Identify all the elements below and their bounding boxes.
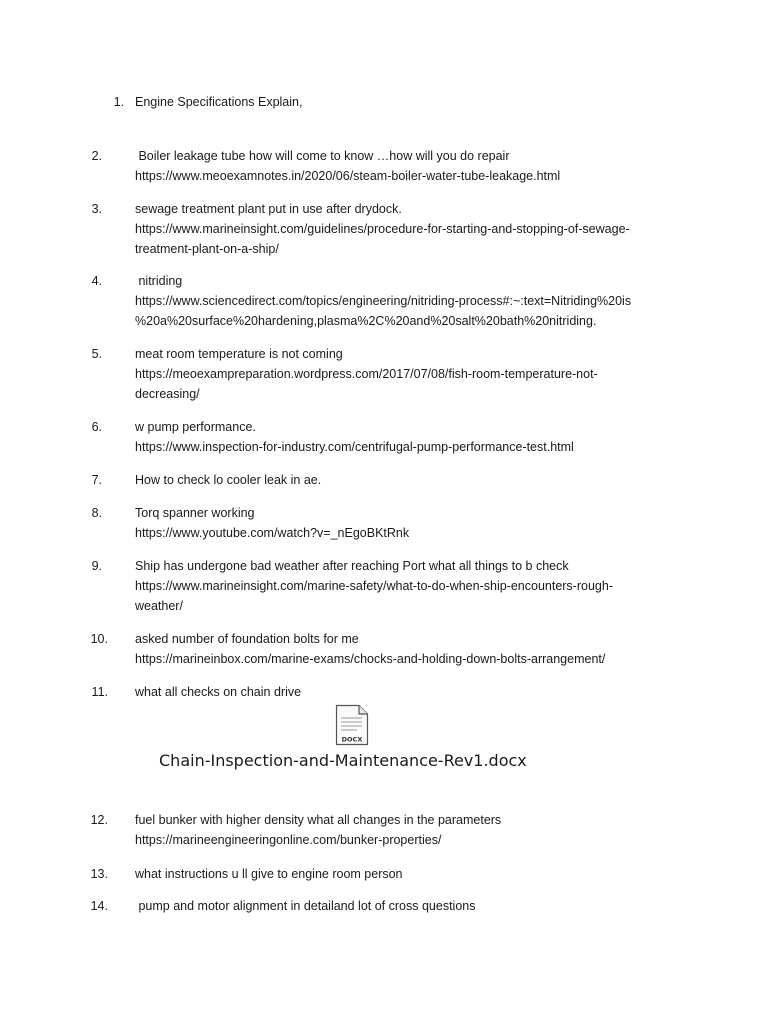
item-text-line: pump and motor alignment in detailand lot of cross questions <box>135 899 476 913</box>
list-item-number: 10. <box>90 632 108 646</box>
item-link-line[interactable]: https://www.marineinsight.com/guidelines/procedure-for-starting-and-stopping-of-sewage- <box>135 222 630 236</box>
item-text-line: How to check lo cooler leak in ae. <box>135 473 322 487</box>
list-item-text <box>135 556 613 616</box>
list-item-text <box>135 146 560 186</box>
item-text-line: what instructions u ll give to engine room person <box>135 867 403 881</box>
list-item-number: 12. <box>90 813 108 827</box>
item-link-line[interactable]: weather/ <box>135 599 183 613</box>
list-item-text <box>135 92 302 112</box>
item-link-line[interactable]: decreasing/ <box>135 387 200 401</box>
list-item-text <box>135 417 574 457</box>
item-text-line: Torq spanner working <box>135 506 255 520</box>
item-text-line: w pump performance. <box>135 420 256 434</box>
docx-file-icon[interactable] <box>335 704 369 746</box>
item-text-line: sewage treatment plant put in use after drydock. <box>135 202 402 216</box>
item-text-line: nitriding <box>135 274 183 288</box>
list-item-number: 14. <box>90 899 108 913</box>
list-item-number: 8. <box>91 506 102 520</box>
item-link-line[interactable]: https://www.inspection-for-industry.com/centrifugal-pump-performance-test.html <box>135 440 574 454</box>
list-item-text <box>135 896 475 916</box>
list-item-text <box>135 629 605 669</box>
list-item-number: 2. <box>91 149 102 163</box>
docx-attachment[interactable] <box>159 704 559 774</box>
list-item-text <box>135 864 403 884</box>
list-item-text <box>135 271 631 331</box>
item-text-line: Engine Specifications Explain, <box>135 95 303 109</box>
item-text-line: asked number of foundation bolts for me <box>135 632 359 646</box>
list-item-number: 3. <box>91 202 102 216</box>
item-text-line: meat room temperature is not coming <box>135 347 343 361</box>
list-item-text <box>135 199 630 259</box>
list-item-text <box>135 682 301 702</box>
item-text-line: what all checks on chain drive <box>135 685 302 699</box>
item-link-line[interactable]: https://www.sciencedirect.com/topics/engineering/nitriding-process#:~:text=Nitriding%20is <box>135 294 632 308</box>
item-text-line: fuel bunker with higher density what all changes in the parameters <box>135 813 502 827</box>
item-link-line[interactable]: https://marineinbox.com/marine-exams/chocks-and-holding-down-bolts-arrangement/ <box>135 652 606 666</box>
item-text-line: Ship has undergone bad weather after reaching Port what all things to b check <box>135 559 569 573</box>
item-link-line[interactable]: https://www.meoexamnotes.in/2020/06/steam-boiler-water-tube-leakage.html <box>135 169 561 183</box>
item-link-line[interactable]: https://meoexampreparation.wordpress.com/2017/07/08/fish-room-temperature-not- <box>135 367 598 381</box>
list-item-number: 4. <box>91 274 102 288</box>
item-link-line[interactable]: treatment-plant-on-a-ship/ <box>135 242 279 256</box>
item-link-line[interactable]: https://marineengineeringonline.com/bunker-properties/ <box>135 833 442 847</box>
list-item-number: 1. <box>113 95 124 109</box>
list-item-text <box>135 470 321 490</box>
list-item-number: 13. <box>90 867 108 881</box>
list-item-number: 5. <box>91 347 102 361</box>
item-link-line[interactable]: https://www.youtube.com/watch?v=_nEgoBKtRnk <box>135 526 410 540</box>
list-item-number: 9. <box>91 559 102 573</box>
list-item-text <box>135 503 409 543</box>
list-item-number: 6. <box>91 420 102 434</box>
list-item-number: 7. <box>91 473 102 487</box>
attachment-filename[interactable]: Chain-Inspection-and-Maintenance-Rev1.docx <box>159 751 527 770</box>
item-link-line[interactable]: %20a%20surface%20hardening,plasma%2C%20and%20salt%20bath%20nitriding. <box>135 314 597 328</box>
list-item-text <box>135 810 501 850</box>
item-link-line[interactable]: https://www.marineinsight.com/marine-safety/what-to-do-when-ship-encounters-rough- <box>135 579 613 593</box>
list-item-number: 11. <box>91 685 108 699</box>
docx-icon-label: DOCX <box>341 735 363 744</box>
list-item-text <box>135 344 598 404</box>
item-text-line: Boiler leakage tube how will come to know …how will you do repair <box>135 149 510 163</box>
